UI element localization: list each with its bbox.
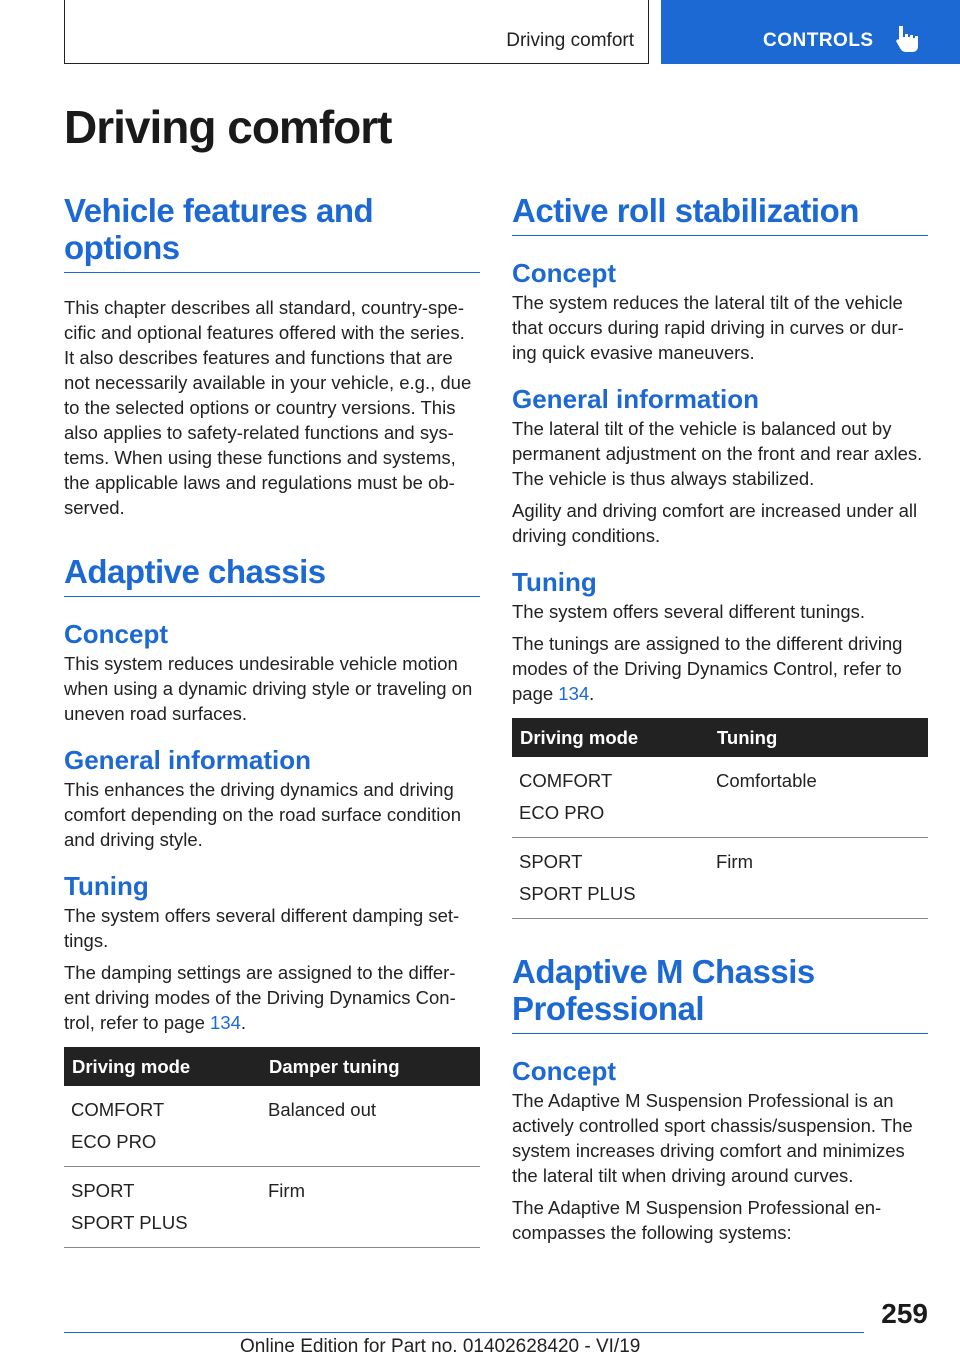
roll-tuning-text1: The system offers several different tunings. — [512, 601, 866, 622]
adaptive-chassis-concept-text: This system reduces undesirable vehicle motion when using a dynamic driving style or traveling on uneven road surfaces. — [64, 653, 473, 724]
roll-concept-heading: Concept — [512, 258, 616, 288]
table-cell: Firm — [709, 838, 928, 919]
table-cell — [512, 757, 709, 838]
mode-label: SPORT — [71, 1180, 135, 1201]
table-cell — [64, 1167, 261, 1248]
m-chassis-concept-text2: The Adaptive M Suspension Professional en-compasses the following systems: — [512, 1197, 882, 1243]
mode-label: SPORT — [519, 851, 583, 872]
m-chassis-heading — [512, 953, 928, 1034]
roll-tuning-table — [512, 718, 928, 919]
mode-label: ECO PRO — [71, 1131, 157, 1152]
footer-edition: Online Edition for Part no. 01402628420 - VI/19 — [240, 1336, 641, 1357]
right-column — [512, 192, 928, 1252]
m-chassis-concept-heading: Concept — [512, 1056, 616, 1086]
m-chassis-concept-text1: The Adaptive M Suspension Professional is an actively controlled sport chassis/suspension. The system increases driving comfort and minimizes the lateral tilt when driving around curves. — [512, 1090, 913, 1186]
page-reference-link[interactable]: 134 — [558, 683, 590, 704]
table-cell: Firm — [261, 1167, 480, 1248]
header-section-title: Driving comfort — [506, 30, 634, 51]
adaptive-chassis-tuning-text2 — [64, 960, 480, 1035]
mode-label: COMFORT — [71, 1099, 165, 1120]
period: . — [589, 683, 595, 704]
adaptive-chassis-tuning-text1: The system offers several different damping set-tings. — [64, 905, 460, 951]
roll-general-text1: The lateral tilt of the vehicle is balanced out by permanent adjustment on the front and rear axles. The vehicle is thus always stabilized. — [512, 418, 923, 489]
m-chassis-heading-line2: Professional — [512, 990, 705, 1027]
header-section-box — [64, 0, 649, 64]
table-header-row — [64, 1047, 480, 1086]
vehicle-features-heading-line1: Vehicle features and — [64, 192, 374, 229]
mode-label: ECO PRO — [519, 802, 605, 823]
table-header-cell: Tuning — [709, 718, 928, 757]
table-header-cell: Driving mode — [64, 1047, 261, 1086]
table-row — [64, 1167, 480, 1248]
roll-concept-text: The system reduces the lateral tilt of the vehicle that occurs during rapid driving in curves or dur-ing quick evasive maneuvers. — [512, 292, 904, 363]
table-cell — [64, 1086, 261, 1167]
m-chassis-heading-line1: Adaptive M Chassis — [512, 953, 815, 990]
table-row — [512, 838, 928, 919]
pointing-hand-icon — [893, 24, 921, 54]
mode-label: SPORT PLUS — [519, 883, 636, 904]
roll-general-heading: General information — [512, 384, 760, 414]
vehicle-features-heading-line2: options — [64, 229, 180, 266]
page-number: 259 — [881, 1298, 928, 1329]
adaptive-chassis-general-heading: General information — [64, 745, 312, 775]
mode-label: COMFORT — [519, 770, 613, 791]
page-title: Driving comfort — [64, 101, 392, 153]
roll-tuning-text2 — [512, 631, 928, 706]
mode-label: SPORT PLUS — [71, 1212, 188, 1233]
adaptive-chassis-concept-heading: Concept — [64, 619, 168, 649]
vehicle-features-text: This chapter describes all standard, country-spe-cific and optional features offered with the series. It also describes features and functions that are not necessarily available in your vehicle, e.g., due to the selected options or country versions. This also applies to safety-related functions and sys-tems. When using these functions and systems, the applicable laws and regulations must be ob-served. — [64, 297, 472, 518]
vehicle-features-heading — [64, 192, 480, 273]
adaptive-chassis-tuning-heading: Tuning — [64, 871, 149, 901]
damper-tuning-table — [64, 1047, 480, 1248]
roll-stabilization-heading: Active roll stabilization — [512, 192, 928, 236]
roll-tuning-heading: Tuning — [512, 567, 597, 597]
left-column — [64, 192, 480, 1248]
table-row — [64, 1086, 480, 1167]
header-chapter-box — [661, 0, 960, 64]
table-header-cell: Driving mode — [512, 718, 709, 757]
table-cell: Comfortable — [709, 757, 928, 838]
header-chapter-title: CONTROLS — [763, 30, 874, 51]
table-row — [512, 757, 928, 838]
table-header-cell: Damper tuning — [261, 1047, 480, 1086]
roll-tuning-text2-body: The tunings are assigned to the different driving modes of the Driving Dynamics Control, refer to page — [512, 633, 903, 704]
table-cell — [512, 838, 709, 919]
tuning-text2-body: The damping settings are assigned to the differ-ent driving modes of the Driving Dynamics Con-trol, refer to page — [64, 962, 456, 1033]
adaptive-chassis-general-text: This enhances the driving dynamics and driving comfort depending on the road surface condition and driving style. — [64, 779, 461, 850]
adaptive-chassis-heading: Adaptive chassis — [64, 553, 480, 597]
roll-general-text2: Agility and driving comfort are increased under all driving conditions. — [512, 500, 918, 546]
table-cell: Balanced out — [261, 1086, 480, 1167]
table-header-row — [512, 718, 928, 757]
page-reference-link[interactable]: 134 — [210, 1012, 241, 1033]
footer-divider — [64, 1332, 864, 1333]
period: . — [240, 1012, 247, 1033]
